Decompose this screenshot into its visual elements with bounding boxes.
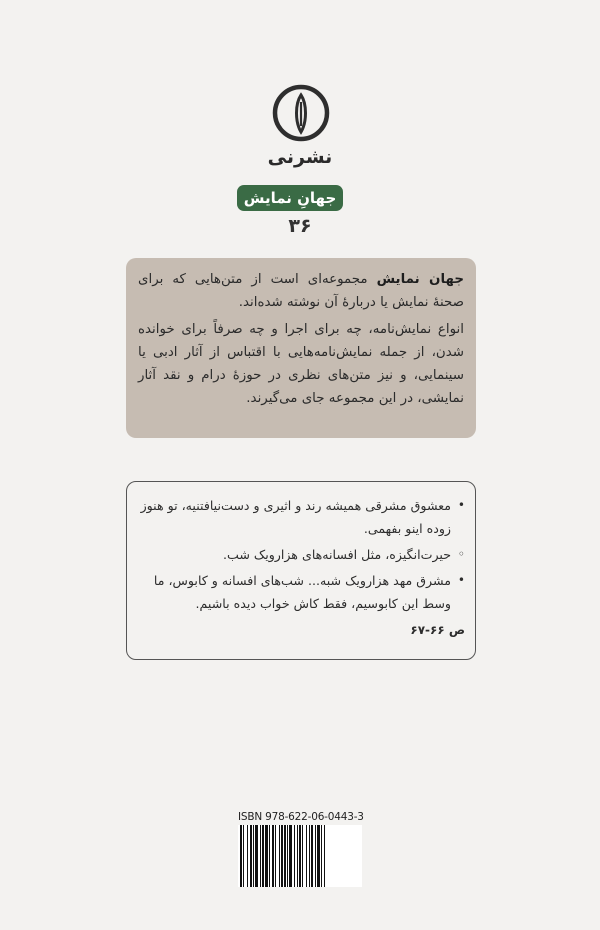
barcode-bar [247, 825, 248, 887]
barcode-bar [317, 825, 320, 887]
barcode-bar [272, 825, 274, 887]
bullet-icon: • [457, 573, 465, 587]
series-badge [237, 185, 343, 211]
barcode-bar [324, 825, 325, 887]
excerpt-text: حیرت‌انگیزه، مثل افسانه‌های هزارویک شب. [223, 547, 451, 562]
description-intro-text: مجموعه‌ای است از متن‌هایی که برای صحنهٔ نمایش یا دربارهٔ آن نوشته شده‌اند. [138, 272, 464, 310]
barcode-bar [284, 825, 286, 887]
page-citation: ص ۶۶-۶۷ [410, 623, 465, 637]
series-number: ۳۶ [288, 215, 312, 237]
barcode-bar [255, 825, 258, 887]
barcode-bar [315, 825, 316, 887]
barcode-bar [253, 825, 254, 887]
hollow-bullet-icon: ◦ [457, 547, 465, 561]
description-series-name: جهان نمایش [376, 272, 464, 287]
barcode-bar [279, 825, 280, 887]
excerpt-item [137, 569, 465, 615]
barcode-bar [302, 825, 303, 887]
publisher-logo-icon [271, 82, 331, 144]
series-label: جهانِ نمایش [243, 189, 337, 207]
barcode-bar [287, 825, 288, 887]
excerpt-item [137, 543, 465, 566]
barcode-bar [269, 825, 270, 887]
barcode-bar [297, 825, 298, 887]
barcode-bar [299, 825, 301, 887]
barcode-bar [321, 825, 322, 887]
excerpt-text: معشوق مشرقی همیشه رند و اثیری و دست‌نیافتنیه، تو هنوز زوده اینو بفهمی. [140, 498, 451, 536]
excerpt-box [126, 481, 476, 660]
description-paragraph-2: انواع نمایش‌نامه، چه برای اجرا و چه صرفاً برای خوانده شدن، از جمله نمایش‌نامه‌هایی با اقتباس از آثار ادبی یا سینمایی، و نیز متن‌های نظری در حوزهٔ درام و نقد آثار نمایشی، در این مجموعه جای می‌گیرند. [138, 322, 464, 406]
barcode-bar [281, 825, 283, 887]
barcode-bar [265, 825, 268, 887]
excerpt-item [137, 494, 465, 540]
isbn-text: ISBN 978-622-06-0443-3 [238, 811, 364, 823]
barcode-bar [262, 825, 264, 887]
barcode-bar [294, 825, 295, 887]
excerpt-list [137, 494, 465, 615]
description-box [126, 258, 476, 438]
barcode-bar [260, 825, 261, 887]
bullet-icon: • [457, 498, 465, 512]
barcode-bar [240, 825, 242, 887]
description-paragraph-1 [138, 268, 464, 314]
publisher-name: نشرنی [267, 146, 333, 168]
barcode-bar [309, 825, 310, 887]
barcode [238, 825, 362, 887]
barcode-bar [275, 825, 276, 887]
barcode-bar [250, 825, 252, 887]
excerpt-text: مشرق مهد هزارویک شبه... شب‌های افسانه و کابوس، ما وسط این کابوسیم، فقط کاش خواب دیده باشیم. [153, 573, 451, 611]
barcode-bar [311, 825, 313, 887]
barcode-bar [243, 825, 244, 887]
barcode-bar [306, 825, 307, 887]
barcode-bar [289, 825, 292, 887]
